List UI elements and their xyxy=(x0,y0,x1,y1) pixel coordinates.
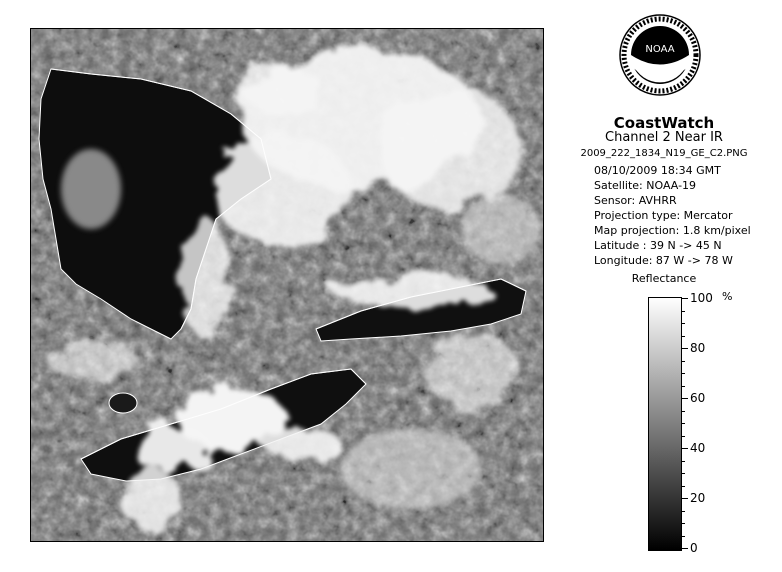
map-projection: Map projection: 1.8 km/pixel xyxy=(594,224,751,237)
satellite-image xyxy=(30,28,544,542)
colorbar-tick xyxy=(682,348,688,349)
colorbar-minor-tick xyxy=(682,361,685,362)
colorbar-tick xyxy=(682,448,688,449)
brand-title: CoastWatch xyxy=(613,114,715,132)
colorbar-tick xyxy=(682,298,688,299)
colorbar-tick xyxy=(682,398,688,399)
colorbar-minor-tick xyxy=(682,336,685,337)
colorbar-minor-tick xyxy=(682,511,685,512)
colorbar-minor-tick xyxy=(682,311,685,312)
colorbar-tick-label: 20 xyxy=(690,491,706,505)
colorbar-minor-tick xyxy=(682,423,685,424)
colorbar-tick-label: 60 xyxy=(690,391,706,405)
colorbar-minor-tick xyxy=(682,523,685,524)
colorbar-minor-tick xyxy=(682,486,685,487)
colorbar xyxy=(648,297,682,551)
datetime: 08/10/2009 18:34 GMT xyxy=(594,164,721,177)
colorbar-minor-tick xyxy=(682,411,685,412)
logo-center-text: NOAA xyxy=(645,44,675,55)
channel-title: Channel 2 Near IR xyxy=(605,130,723,145)
colorbar-minor-tick xyxy=(682,536,685,537)
colorbar-minor-tick xyxy=(682,373,685,374)
noaa-logo xyxy=(619,14,701,96)
colorbar-tick-label: 80 xyxy=(690,341,706,355)
colorbar-minor-tick xyxy=(682,461,685,462)
sensor: Sensor: AVHRR xyxy=(594,194,677,207)
colorbar-tick xyxy=(682,548,688,549)
colorbar-tick-label: 40 xyxy=(690,441,706,455)
colorbar-tick-label: 0 xyxy=(690,541,698,555)
lake-st-clair xyxy=(109,393,137,413)
longitude: Longitude: 87 W -> 78 W xyxy=(594,254,733,267)
colorbar-minor-tick xyxy=(682,323,685,324)
colorbar-tick xyxy=(682,498,688,499)
colorbar-unit: % xyxy=(722,290,733,303)
colorbar-minor-tick xyxy=(682,386,685,387)
colorbar-minor-tick xyxy=(682,473,685,474)
projection-type: Projection type: Mercator xyxy=(594,209,733,222)
colorbar-tick-label: 100 xyxy=(690,291,713,305)
satellite: Satellite: NOAA-19 xyxy=(594,179,697,192)
filename: 2009_222_1834_N19_GE_C2.PNG xyxy=(580,148,748,159)
colorbar-title: Reflectance xyxy=(631,272,697,285)
latitude: Latitude : 39 N -> 45 N xyxy=(594,239,722,252)
colorbar-minor-tick xyxy=(682,436,685,437)
